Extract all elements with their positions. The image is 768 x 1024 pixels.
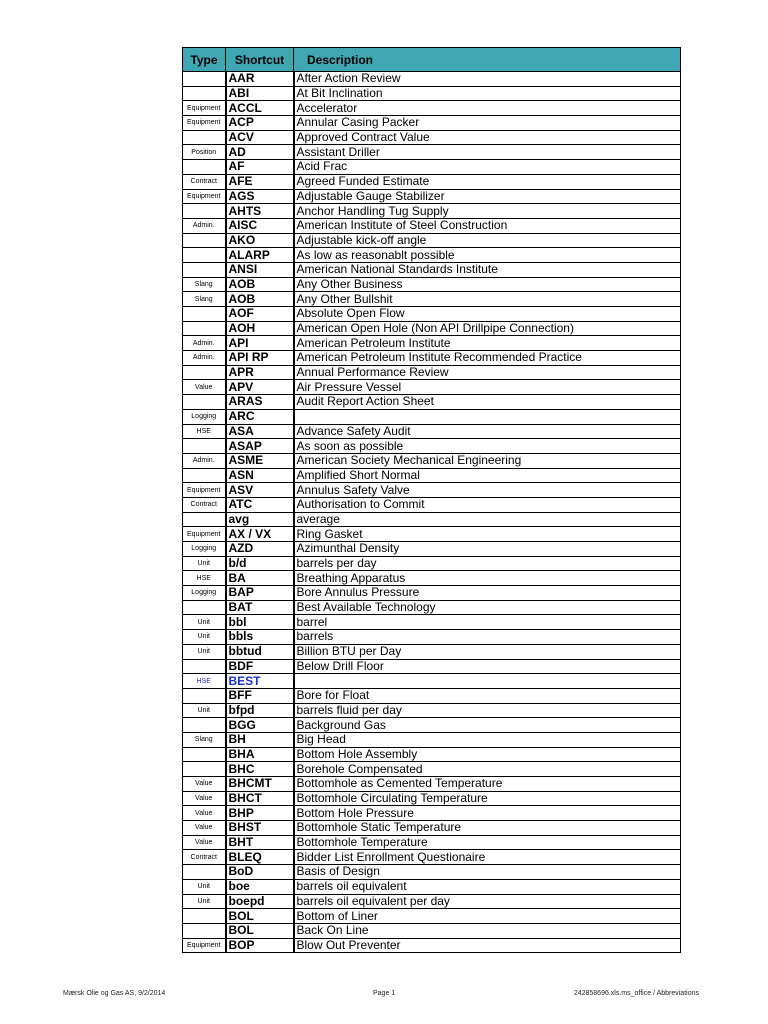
description-cell: Amplified Short Normal xyxy=(294,468,681,483)
description-cell: average xyxy=(294,512,681,527)
shortcut-cell: BEST xyxy=(226,674,294,689)
table-row xyxy=(183,556,681,571)
table-row xyxy=(183,307,681,322)
description-cell: At Bit Inclination xyxy=(294,86,681,101)
table-row xyxy=(183,644,681,659)
table-row xyxy=(183,600,681,615)
shortcut-cell: b/d xyxy=(226,556,294,571)
type-cell: Unit xyxy=(183,894,226,909)
description-cell: Basis of Design xyxy=(294,865,681,880)
shortcut-cell: BAP xyxy=(226,586,294,601)
type-cell: Logging xyxy=(183,542,226,557)
footer-file-sheet: 242858696.xls.ms_office / Abbreviations xyxy=(573,990,699,997)
type-cell xyxy=(183,909,226,924)
table-row xyxy=(183,674,681,689)
table-row xyxy=(183,468,681,483)
type-cell: Contract xyxy=(183,850,226,865)
table-row xyxy=(183,336,681,351)
shortcut-cell: BA xyxy=(226,571,294,586)
header-type: Type xyxy=(183,48,226,72)
shortcut-cell: AZD xyxy=(226,542,294,557)
type-cell xyxy=(183,747,226,762)
shortcut-cell: BHST xyxy=(226,821,294,836)
type-cell xyxy=(183,248,226,263)
description-cell: Authorisation to Commit xyxy=(294,497,681,512)
type-cell xyxy=(183,130,226,145)
table-row xyxy=(183,806,681,821)
type-cell: Equipment xyxy=(183,101,226,116)
table-row xyxy=(183,615,681,630)
table-row xyxy=(183,497,681,512)
description-cell: Billion BTU per Day xyxy=(294,644,681,659)
type-cell: Admin. xyxy=(183,218,226,233)
shortcut-cell: BHCT xyxy=(226,791,294,806)
shortcut-cell: boepd xyxy=(226,894,294,909)
shortcut-cell: APV xyxy=(226,380,294,395)
shortcut-cell: ASN xyxy=(226,468,294,483)
type-cell xyxy=(183,865,226,880)
type-cell xyxy=(183,160,226,175)
table-row xyxy=(183,395,681,410)
description-cell: Bidder List Enrollment Questionaire xyxy=(294,850,681,865)
description-cell: Back On Line xyxy=(294,923,681,938)
type-cell: Contract xyxy=(183,174,226,189)
shortcut-cell: BDF xyxy=(226,659,294,674)
description-cell: Bottomhole Temperature xyxy=(294,835,681,850)
table-row xyxy=(183,718,681,733)
type-cell: Admin. xyxy=(183,453,226,468)
description-cell: Best Available Technology xyxy=(294,600,681,615)
description-cell: Bottomhole Static Temperature xyxy=(294,821,681,836)
header-row xyxy=(183,48,681,72)
table-row xyxy=(183,938,681,953)
shortcut-cell: bfpd xyxy=(226,703,294,718)
type-cell: Unit xyxy=(183,703,226,718)
shortcut-cell: AOF xyxy=(226,307,294,322)
description-cell: American Open Hole (Non API Drillpipe Connection) xyxy=(294,321,681,336)
description-cell: barrel xyxy=(294,615,681,630)
type-cell xyxy=(183,307,226,322)
type-cell xyxy=(183,86,226,101)
description-cell: Bore Annulus Pressure xyxy=(294,586,681,601)
description-cell: After Action Review xyxy=(294,72,681,87)
table-row xyxy=(183,483,681,498)
type-cell: Unit xyxy=(183,644,226,659)
type-cell xyxy=(183,512,226,527)
type-cell xyxy=(183,468,226,483)
shortcut-cell: ASAP xyxy=(226,439,294,454)
table-row xyxy=(183,630,681,645)
description-cell: American Institute of Steel Construction xyxy=(294,218,681,233)
shortcut-cell: BHP xyxy=(226,806,294,821)
description-cell: American Petroleum Institute xyxy=(294,336,681,351)
table-row xyxy=(183,777,681,792)
shortcut-cell: AOB xyxy=(226,277,294,292)
type-cell xyxy=(183,262,226,277)
description-cell: Approved Contract Value xyxy=(294,130,681,145)
description-cell: Anchor Handling Tug Supply xyxy=(294,204,681,219)
description-cell: Acid Frac xyxy=(294,160,681,175)
description-cell: Bottomhole Circulating Temperature xyxy=(294,791,681,806)
table-row xyxy=(183,262,681,277)
table-row xyxy=(183,204,681,219)
type-cell xyxy=(183,321,226,336)
description-cell: barrels oil equivalent xyxy=(294,879,681,894)
type-cell xyxy=(183,688,226,703)
description-cell: Audit Report Action Sheet xyxy=(294,395,681,410)
shortcut-cell: ALARP xyxy=(226,248,294,263)
shortcut-cell: AOH xyxy=(226,321,294,336)
description-cell: Ring Gasket xyxy=(294,527,681,542)
shortcut-cell: avg xyxy=(226,512,294,527)
description-cell: Assistant Driller xyxy=(294,145,681,160)
table-row xyxy=(183,145,681,160)
description-cell: American National Standards Institute xyxy=(294,262,681,277)
type-cell: Logging xyxy=(183,586,226,601)
shortcut-cell: AF xyxy=(226,160,294,175)
type-cell: Equipment xyxy=(183,938,226,953)
type-cell xyxy=(183,600,226,615)
table-row xyxy=(183,189,681,204)
description-cell: As soon as possible xyxy=(294,439,681,454)
table-row xyxy=(183,747,681,762)
type-cell xyxy=(183,762,226,777)
description-cell: Bottomhole as Cemented Temperature xyxy=(294,777,681,792)
type-cell: Equipment xyxy=(183,116,226,131)
table-row xyxy=(183,821,681,836)
description-cell: Air Pressure Vessel xyxy=(294,380,681,395)
table-body xyxy=(183,72,681,953)
shortcut-cell: ASA xyxy=(226,424,294,439)
type-cell: Admin. xyxy=(183,351,226,366)
description-cell: Absolute Open Flow xyxy=(294,307,681,322)
table-row xyxy=(183,586,681,601)
description-cell: Blow Out Preventer xyxy=(294,938,681,953)
header-shortcut: Shortcut xyxy=(226,48,294,72)
type-cell: Contract xyxy=(183,497,226,512)
type-cell: Value xyxy=(183,777,226,792)
description-cell: Borehole Compensated xyxy=(294,762,681,777)
shortcut-cell: BOL xyxy=(226,909,294,924)
table-row xyxy=(183,850,681,865)
shortcut-cell: AKO xyxy=(226,233,294,248)
type-cell: Position xyxy=(183,145,226,160)
shortcut-cell: AGS xyxy=(226,189,294,204)
table-row xyxy=(183,292,681,307)
type-cell: HSE xyxy=(183,571,226,586)
type-cell xyxy=(183,439,226,454)
footer-company-date: Mærsk Olie og Gas AS, 9/2/2014 xyxy=(63,990,166,997)
shortcut-cell: ACCL xyxy=(226,101,294,116)
shortcut-cell: ASME xyxy=(226,453,294,468)
shortcut-cell: bbl xyxy=(226,615,294,630)
table-row xyxy=(183,762,681,777)
shortcut-cell: ABI xyxy=(226,86,294,101)
table-row xyxy=(183,409,681,424)
type-cell: HSE xyxy=(183,674,226,689)
type-cell: Unit xyxy=(183,879,226,894)
type-cell: Unit xyxy=(183,615,226,630)
table-row xyxy=(183,380,681,395)
table-row xyxy=(183,233,681,248)
table-row xyxy=(183,130,681,145)
description-cell: Advance Safety Audit xyxy=(294,424,681,439)
table-row xyxy=(183,659,681,674)
table-row xyxy=(183,453,681,468)
description-cell: Azimunthal Density xyxy=(294,542,681,557)
description-cell: barrels per day xyxy=(294,556,681,571)
table-row xyxy=(183,218,681,233)
description-cell: Any Other Bullshit xyxy=(294,292,681,307)
header-description: Description xyxy=(294,48,681,72)
description-cell: As low as reasonablt possible xyxy=(294,248,681,263)
type-cell: Value xyxy=(183,380,226,395)
description-cell: Bottom Hole Assembly xyxy=(294,747,681,762)
shortcut-cell: ATC xyxy=(226,497,294,512)
shortcut-cell: AISC xyxy=(226,218,294,233)
table-row xyxy=(183,571,681,586)
table-row xyxy=(183,542,681,557)
description-cell: barrels oil equivalent per day xyxy=(294,894,681,909)
table-row xyxy=(183,116,681,131)
table-row xyxy=(183,894,681,909)
type-cell xyxy=(183,204,226,219)
type-cell xyxy=(183,395,226,410)
description-cell: Big Head xyxy=(294,732,681,747)
type-cell: HSE xyxy=(183,424,226,439)
type-cell xyxy=(183,923,226,938)
shortcut-cell: APR xyxy=(226,365,294,380)
type-cell xyxy=(183,72,226,87)
description-cell: Breathing Apparatus xyxy=(294,571,681,586)
shortcut-cell: BFF xyxy=(226,688,294,703)
description-cell: Annulus Safety Valve xyxy=(294,483,681,498)
table-row xyxy=(183,527,681,542)
shortcut-cell: BHA xyxy=(226,747,294,762)
shortcut-cell: ARAS xyxy=(226,395,294,410)
description-cell xyxy=(294,409,681,424)
description-cell: barrels xyxy=(294,630,681,645)
shortcut-cell: boe xyxy=(226,879,294,894)
table-row xyxy=(183,439,681,454)
shortcut-cell: ASV xyxy=(226,483,294,498)
description-cell: Any Other Business xyxy=(294,277,681,292)
description-cell: American Society Mechanical Engineering xyxy=(294,453,681,468)
type-cell xyxy=(183,659,226,674)
table-row xyxy=(183,365,681,380)
description-cell: Bottom Hole Pressure xyxy=(294,806,681,821)
type-cell: Value xyxy=(183,821,226,836)
shortcut-cell: bbtud xyxy=(226,644,294,659)
type-cell: Equipment xyxy=(183,189,226,204)
description-cell: Adjustable kick-off angle xyxy=(294,233,681,248)
description-cell: Annular Casing Packer xyxy=(294,116,681,131)
description-cell: Accelerator xyxy=(294,101,681,116)
type-cell: Equipment xyxy=(183,483,226,498)
table-row xyxy=(183,732,681,747)
table-row xyxy=(183,321,681,336)
shortcut-cell: BAT xyxy=(226,600,294,615)
type-cell: Equipment xyxy=(183,527,226,542)
description-cell: barrels fluid per day xyxy=(294,703,681,718)
shortcut-cell: ANSI xyxy=(226,262,294,277)
shortcut-cell: AX / VX xyxy=(226,527,294,542)
table-row xyxy=(183,923,681,938)
shortcut-cell: AAR xyxy=(226,72,294,87)
table-row xyxy=(183,865,681,880)
abbreviations-table xyxy=(182,47,681,953)
description-cell: Below Drill Floor xyxy=(294,659,681,674)
table-row xyxy=(183,277,681,292)
type-cell: Admin. xyxy=(183,336,226,351)
type-cell: Value xyxy=(183,791,226,806)
table-row xyxy=(183,688,681,703)
type-cell: Slang xyxy=(183,292,226,307)
shortcut-cell: ACP xyxy=(226,116,294,131)
shortcut-cell: BLEQ xyxy=(226,850,294,865)
shortcut-cell: BOP xyxy=(226,938,294,953)
description-cell: American Petroleum Institute Recommended Practice xyxy=(294,351,681,366)
type-cell: Slang xyxy=(183,277,226,292)
table-row xyxy=(183,160,681,175)
table-row xyxy=(183,791,681,806)
table-row xyxy=(183,174,681,189)
description-cell: Agreed Funded Estimate xyxy=(294,174,681,189)
table-row xyxy=(183,86,681,101)
type-cell: Unit xyxy=(183,630,226,645)
table-row xyxy=(183,879,681,894)
table-row xyxy=(183,101,681,116)
description-cell: Adjustable Gauge Stabilizer xyxy=(294,189,681,204)
type-cell: Value xyxy=(183,806,226,821)
type-cell: Value xyxy=(183,835,226,850)
table-row xyxy=(183,72,681,87)
shortcut-cell: BHCMT xyxy=(226,777,294,792)
shortcut-cell: BHT xyxy=(226,835,294,850)
shortcut-cell: ARC xyxy=(226,409,294,424)
shortcut-cell: AD xyxy=(226,145,294,160)
description-cell: Background Gas xyxy=(294,718,681,733)
shortcut-cell: ACV xyxy=(226,130,294,145)
table-row xyxy=(183,835,681,850)
shortcut-cell: AOB xyxy=(226,292,294,307)
type-cell xyxy=(183,365,226,380)
shortcut-cell: BOL xyxy=(226,923,294,938)
type-cell: Logging xyxy=(183,409,226,424)
type-cell: Slang xyxy=(183,732,226,747)
table-row xyxy=(183,351,681,366)
description-cell: Annual Performance Review xyxy=(294,365,681,380)
shortcut-cell: bbls xyxy=(226,630,294,645)
type-cell xyxy=(183,718,226,733)
type-cell: Unit xyxy=(183,556,226,571)
shortcut-cell: BHC xyxy=(226,762,294,777)
shortcut-cell: BoD xyxy=(226,865,294,880)
description-cell: Bore for Float xyxy=(294,688,681,703)
footer-page-number: Page 1 xyxy=(373,990,396,997)
table-row xyxy=(183,909,681,924)
shortcut-cell: API RP xyxy=(226,351,294,366)
shortcut-cell: BGG xyxy=(226,718,294,733)
table-row xyxy=(183,512,681,527)
description-cell: Bottom of Liner xyxy=(294,909,681,924)
shortcut-cell: AFE xyxy=(226,174,294,189)
table-row xyxy=(183,424,681,439)
table-row xyxy=(183,703,681,718)
type-cell xyxy=(183,233,226,248)
table-row xyxy=(183,248,681,263)
shortcut-cell: API xyxy=(226,336,294,351)
shortcut-cell: BH xyxy=(226,732,294,747)
description-cell xyxy=(294,674,681,689)
shortcut-cell: AHTS xyxy=(226,204,294,219)
